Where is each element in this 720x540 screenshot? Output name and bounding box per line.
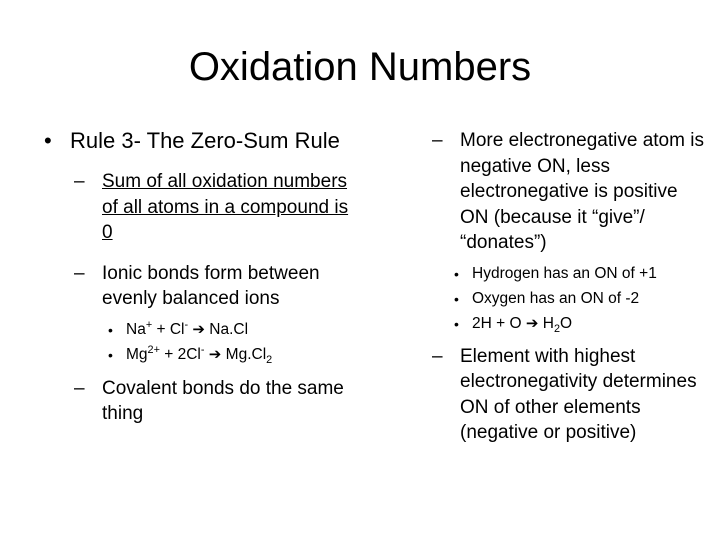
product-h: H: [538, 314, 554, 332]
arrow-right-icon: ➔: [208, 345, 222, 363]
bullet-dot-icon: •: [454, 290, 459, 307]
rule-text: Rule 3- The Zero-Sum Rule: [70, 128, 340, 153]
charge-mg: 2+: [147, 343, 160, 356]
subscript-2: 2: [553, 322, 560, 335]
bullet-dot-icon: •: [44, 128, 52, 153]
highest-electronegativity-item: [398, 344, 710, 446]
ionic-bonds-item: [40, 261, 360, 312]
charge-na: +: [145, 318, 153, 331]
electronegative-text: More electronegative atom is negative ON, less electronegative is positive ON (because it “give”/ “donates”): [460, 130, 704, 253]
arrow-right-icon: ➔: [192, 320, 205, 338]
charge-cl: -: [200, 343, 205, 356]
dash-icon: –: [432, 345, 443, 367]
reactants-h-o: 2H + O: [472, 314, 522, 332]
hydrogen-text: Hydrogen has an ON of +1: [472, 264, 657, 282]
water-example: [398, 312, 710, 336]
dash-icon: –: [74, 377, 85, 399]
hydrogen-item: [398, 262, 710, 286]
slide-title: Oxidation Numbers: [188, 45, 532, 89]
bullet-dot-icon: •: [108, 321, 113, 338]
plus-sign: +: [152, 320, 170, 338]
ionic-bonds-text: Ionic bonds form between evenly balanced ions: [102, 262, 320, 309]
subscript-2: 2: [266, 353, 273, 366]
formula-na: Na: [126, 320, 146, 338]
sum-rule-text: Sum of all oxidation numbers of all atoms in a compound is 0: [102, 171, 349, 243]
oxygen-text: Oxygen has an ON of -2: [472, 289, 640, 307]
bullet-dot-icon: •: [454, 315, 459, 332]
mgcl2-example: [40, 343, 360, 367]
rule-bullet: [40, 128, 360, 154]
bullet-dot-icon: •: [454, 265, 459, 282]
product-o: O: [559, 314, 573, 332]
formula-cl: Cl: [169, 320, 185, 338]
covalent-bonds-text: Covalent bonds do the same thing: [102, 377, 344, 424]
sum-rule-item: [40, 169, 360, 246]
product-mgcl: Mg.Cl: [221, 345, 267, 363]
electronegative-item: [398, 128, 710, 256]
right-column: [398, 128, 710, 446]
covalent-bonds-item: [40, 376, 360, 427]
product-nacl: Na.Cl: [205, 320, 249, 338]
formula-mg: Mg: [126, 345, 148, 363]
dash-icon: –: [74, 262, 85, 284]
dash-icon: –: [432, 130, 443, 151]
nacl-example: [40, 318, 360, 342]
bullet-dot-icon: •: [108, 346, 113, 363]
charge-cl: -: [184, 318, 189, 331]
oxygen-item: [398, 287, 710, 311]
plus-2cl: + 2Cl: [159, 345, 201, 363]
left-column: [40, 128, 360, 427]
highest-electronegativity-text: Element with highest electronegativity determines ON of other elements (negative or positive): [460, 345, 697, 443]
dash-icon: –: [74, 171, 85, 192]
arrow-right-icon: ➔: [525, 314, 539, 332]
